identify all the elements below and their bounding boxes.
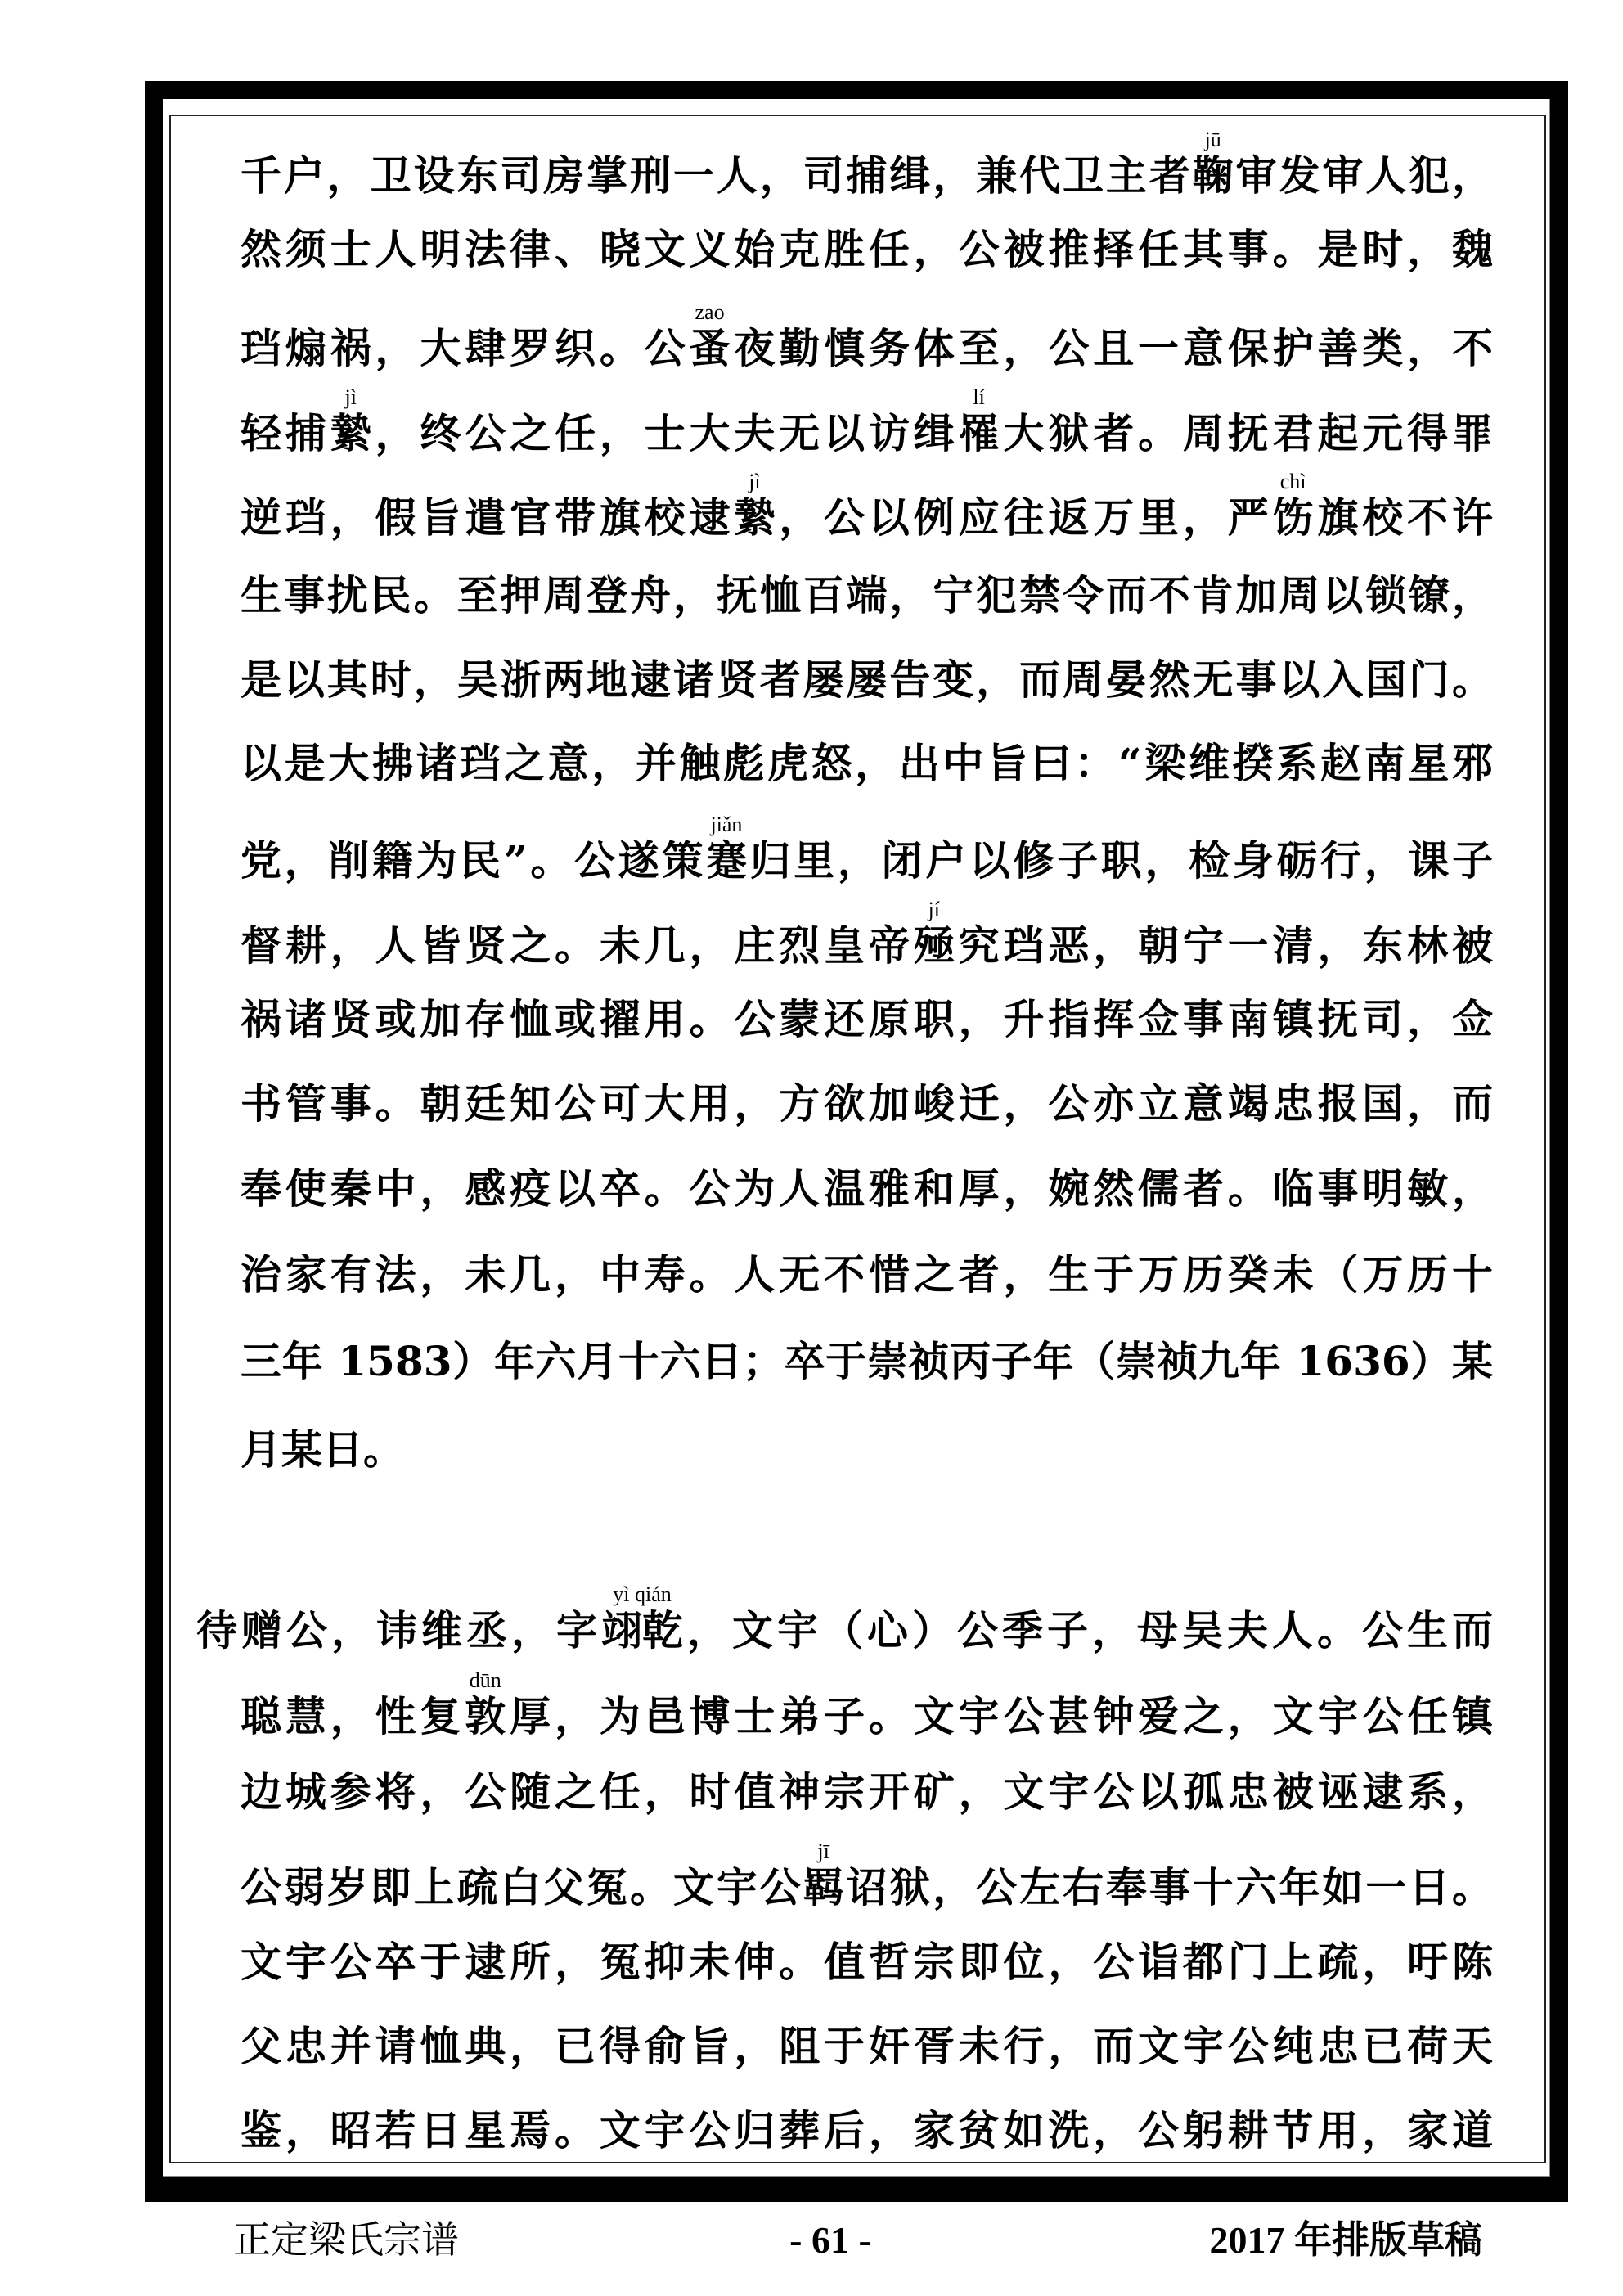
- pinyin-annotation: jì: [344, 385, 357, 409]
- ruby-base: 蹇: [705, 836, 747, 885]
- text-line: [241, 1080, 1493, 1128]
- ruby-word: [601, 1582, 683, 1654]
- text-line: [241, 470, 1494, 542]
- ruby-base: 蚤: [689, 324, 731, 372]
- ruby-base: 羁: [803, 1863, 844, 1911]
- text-line: [241, 1668, 1494, 1740]
- text-segment: 千户，卫设东司房掌刑一人，司捕缉，兼代卫主者: [241, 151, 1193, 200]
- text-line: [241, 656, 1493, 704]
- text-segment: 珰煽祸，大肆罗织。公: [241, 324, 690, 372]
- ruby-word: [705, 813, 747, 885]
- pinyin-annotation: zao: [695, 300, 725, 324]
- text-segment: 党，削籍为民”。公遂策: [241, 836, 706, 885]
- pinyin-annotation: jí: [928, 898, 941, 921]
- ruby-word: [1192, 128, 1234, 200]
- ruby-base: 罹: [958, 409, 1000, 457]
- text-segment: 然须士人明法律、晓文义始克胜任，公被推择任其事。是时，魏: [241, 225, 1493, 273]
- text-segment: 归里，闭户以修子职，检身砺行，课子: [746, 836, 1494, 885]
- ruby-word: [803, 1839, 844, 1911]
- text-segment: 治家有法，未几，中寿。人无不惜之者，生于万历癸未（万历十: [241, 1250, 1493, 1299]
- ruby-base: 饬: [1272, 493, 1314, 542]
- pinyin-annotation: lí: [973, 385, 985, 409]
- text-segment: 书管事。朝廷知公可大用，方欲加峻迁，公亦立意竭忠报国，而: [241, 1079, 1493, 1128]
- ruby-word: [734, 470, 776, 542]
- text-segment: 究珰恶，朝宁一清，东林被: [954, 921, 1494, 970]
- text-line: [241, 1338, 1493, 1385]
- text-segment: ，公以例应往返万里，严: [775, 493, 1273, 542]
- text-segment: ，文宇（心）公季子，母吴夫人。公生而: [683, 1606, 1493, 1654]
- ruby-word: [330, 385, 371, 457]
- pinyin-annotation: yì qián: [613, 1582, 672, 1606]
- text-segment: 夜勤慎务体至，公且一意保护善类，不: [730, 324, 1494, 372]
- text-segment: 三年 1583）年六月十六日；卒于崇祯丙子年（崇祯九年 1636）某: [241, 1337, 1493, 1385]
- text-line: [241, 1165, 1493, 1213]
- ruby-word: [465, 1668, 506, 1740]
- pinyin-annotation: dūn: [469, 1668, 501, 1692]
- text-segment: 诏狱，公左右奉事十六年如一日。: [843, 1863, 1494, 1911]
- ruby-word: [913, 898, 955, 970]
- text-segment: 鉴，昭若日星焉。文宇公归葬后，家贫如洗，公躬耕节用，家道: [241, 2106, 1493, 2154]
- text-segment: 文宇公卒于逮所，冤抑未伸。值哲宗即位，公诣都门上疏，吁陈: [241, 1938, 1493, 1986]
- text-segment: 厚，为邑博士弟子。文宇公甚钟爱之，文宇公任镇: [506, 1692, 1494, 1740]
- text-line: [241, 813, 1494, 885]
- ruby-base: 敦: [465, 1692, 506, 1740]
- ruby-base: 鞠: [1192, 151, 1234, 200]
- text-segment: 轻捕: [241, 409, 330, 457]
- ruby-word: [958, 385, 1000, 457]
- text-line: [241, 1768, 1493, 1816]
- text-segment: 大狱者。周抚君起元得罪: [999, 409, 1494, 457]
- ruby-base: 縶: [330, 409, 371, 457]
- ruby-base: 縶: [734, 493, 776, 542]
- ruby-word: [689, 300, 731, 372]
- text-line: [241, 1839, 1494, 1911]
- text-segment: 督耕，人皆贤之。未几，庄烈皇帝: [241, 921, 914, 970]
- text-line: [241, 1938, 1493, 1986]
- text-segment: ，终公之任，士大夫无以访缉: [371, 409, 959, 457]
- text-line: [241, 226, 1493, 273]
- text-line: [241, 898, 1494, 970]
- text-segment: 以是大拂诸珰之意，并触彪虎怒，出中旨曰：“梁维揆系赵南星邪: [241, 739, 1493, 787]
- text-line: [241, 128, 1494, 200]
- text-segment: 父忠并请恤典，已得俞旨，阻于奸胥未行，而文宇公纯忠已荷天: [241, 2022, 1493, 2070]
- pinyin-annotation: jī: [817, 1839, 829, 1863]
- footer-book-title: 正定梁氏宗谱: [233, 2219, 459, 2261]
- text-line: [241, 2107, 1493, 2154]
- ruby-base: 翊乾: [601, 1606, 683, 1654]
- pinyin-annotation: chì: [1279, 470, 1306, 493]
- pinyin-annotation: jì: [749, 470, 761, 493]
- text-line: [241, 385, 1494, 457]
- text-segment: 生事扰民。至押周登舟，抚恤百端，宁犯禁令而不肯加周以锁镣，: [241, 571, 1493, 619]
- footer-page-number: - 61 -: [789, 2219, 871, 2261]
- text-line: [241, 572, 1493, 619]
- text-segment: 待赠公，讳维丞，字: [196, 1606, 601, 1654]
- ruby-base: 殛: [913, 921, 955, 970]
- text-segment: 边城参将，公随之任，时值神宗开矿，文宇公以孤忠被诬逮系，: [241, 1767, 1493, 1816]
- text-segment: 月某日。: [241, 1425, 404, 1474]
- text-segment: 奉使秦中，感疫以卒。公为人温雅和厚，婉然儒者。临事明敏，: [241, 1164, 1493, 1213]
- text-line: [241, 300, 1494, 372]
- ruby-word: [1272, 470, 1314, 542]
- text-line: [241, 740, 1493, 787]
- text-segment: 聪慧，性复: [241, 1692, 465, 1740]
- text-segment: 祸诸贤或加存恤或擢用。公蒙还原职，升指挥佥事南镇抚司，佥: [241, 995, 1493, 1043]
- text-segment: 审发审人犯，: [1233, 151, 1494, 200]
- text-segment: 逆珰，假旨遣官带旗校逮: [241, 493, 735, 542]
- text-segment: 是以其时，吴浙两地逮诸贤者屡屡告变，而周晏然无事以入国门。: [241, 655, 1493, 704]
- text-line: [241, 1251, 1493, 1299]
- text-segment: 旗校不许: [1313, 493, 1494, 542]
- pinyin-annotation: jiǎn: [710, 813, 743, 836]
- text-segment: 公弱岁即上疏白父冤。文宇公: [241, 1863, 803, 1911]
- text-line: [241, 996, 1493, 1043]
- text-line: [196, 1582, 1493, 1654]
- text-line: [241, 2023, 1493, 2070]
- text-line: [241, 1426, 1493, 1474]
- pinyin-annotation: jū: [1204, 128, 1221, 151]
- footer-draft-note: 2017 年排版草稿: [1209, 2219, 1482, 2261]
